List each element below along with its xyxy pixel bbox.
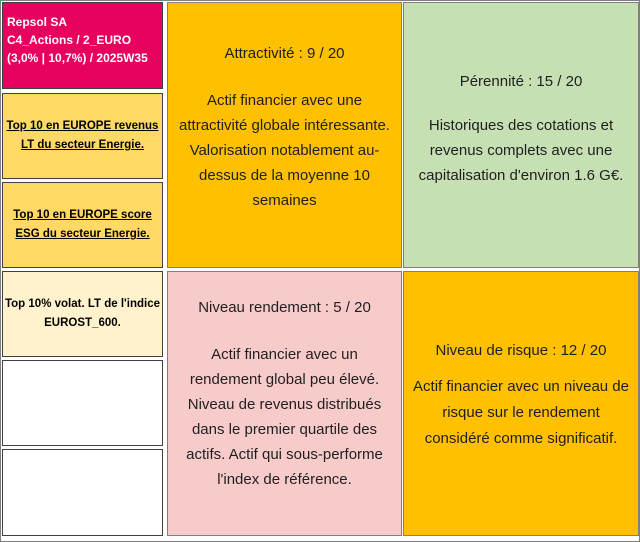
attractivite-panel [167,2,402,268]
empty-tag-slot [2,360,163,446]
perennite-description: Historiques des cotations et revenus complets avec une capitalisation d'environ 1.6 G€. [418,117,624,184]
tag-label: Top 10% volat. LT de l'indice EUROST_600. [4,298,161,329]
rendement-description: Actif financier avec un rendement global peu élevé. Niveau de revenus distribués dans le premier quartile des actifs. Actif qui sous-performe l'index de référence. [186,346,383,488]
tag-volatility-ranking [2,271,163,357]
tag-esg-ranking [2,182,163,268]
risque-title: Niveau de risque : 12 / 20 [435,342,607,359]
empty-tag-slot [2,449,163,536]
perennite-panel [403,2,639,268]
tag-label: Top 10 en EUROPE revenus LT du secteur Energie. [6,120,159,151]
rendement-title: Niveau rendement : 5 / 20 [198,299,371,316]
company-name: Repsol SA [7,15,68,29]
asset-category: C4_Actions / 2_EURO [7,33,132,47]
rendement-panel [167,271,402,536]
attractivite-description: Actif financier avec une attractivité globale intéressante. Valorisation notablement au-dessus de la moyenne 10 semaines [179,92,390,209]
asset-header [2,2,163,89]
tag-label: Top 10 en EUROPE score ESG du secteur Energie. [13,209,152,240]
risque-panel [403,271,639,536]
attractivite-title: Attractivité : 9 / 20 [224,45,345,62]
perennite-title: Pérennité : 15 / 20 [459,73,583,90]
tag-revenue-ranking [2,93,163,179]
asset-performance: (3,0% | 10,7%) / 2025W35 [7,51,148,65]
risque-description: Actif financier avec un niveau de risque sur le rendement considéré comme significatif. [413,378,629,447]
